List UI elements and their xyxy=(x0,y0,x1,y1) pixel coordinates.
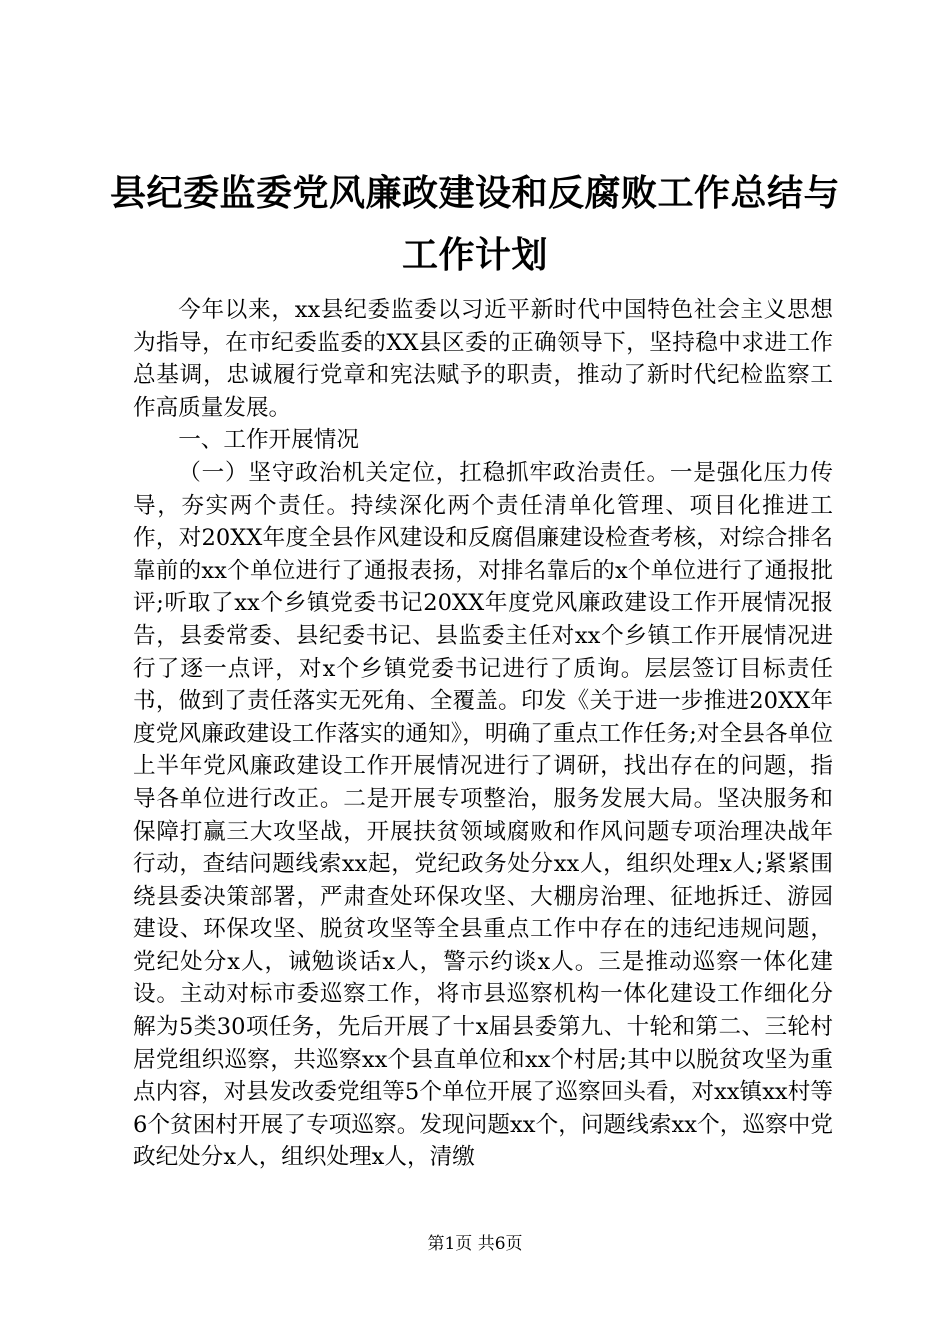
intro-paragraph: 今年以来，xx县纪委监委以习近平新时代中国特色社会主义思想为指导，在市纪委监委的XX县区委的正确领导下，坚持稳中求进工作总基调，忠诚履行党章和宪法赋予的职责，推动了新时代纪检监察工作高质量发展。 xyxy=(133,297,833,421)
document-body xyxy=(133,294,833,1174)
document-title: 县纪委监委党风廉政建设和反腐败工作总结与工作计划 xyxy=(110,172,841,276)
page-number-footer: 第1页 共6页 xyxy=(427,1234,523,1254)
body-paragraph: （一）坚守政治机关定位，扛稳抓牢政治责任。一是强化压力传导，夯实两个责任。持续深化两个责任清单化管理、项目化推进工作，对20XX年度全县作风建设和反腐倡廉建设检查考核，对综合排名靠前的xx个单位进行了通报表扬，对排名靠后的x个单位进行了通报批评;听取了xx个乡镇党委书记20XX年度党风廉政建设工作开展情况报告，县委常委、县纪委书记、县监委主任对xx个乡镇工作开展情况进行了逐一点评，对x个乡镇党委书记进行了质询。层层签订目标责任书，做到了责任落实无死角、全覆盖。印发《关于进一步推进20XX年度党风廉政建设工作落实的通知》，明确了重点工作任务;对全县各单位上半年党风廉政建设工作开展情况进行了调研，找出存在的问题，指导各单位进行改正。二是开展专项整治，服务发展大局。坚决服务和保障打赢三大攻坚战，开展扶贫领域腐败和作风问题专项治理决战年行动，查结问题线索xx起，党纪政务处分xx人，组织处理x人;紧紧围绕县委决策部署，严肃查处环保攻坚、大棚房治理、征地拆迁、游园建设、环保攻坚、脱贫攻坚等全县重点工作中存在的违纪违规问题，党纪处分x人，诫勉谈话x人，警示约谈x人。三是推动巡察一体化建设。主动对标市委巡察工作，将市县巡察机构一体化建设工作细化分解为5类30项任务，先后开展了十x届县委第九、十轮和第二、三轮村居党组织巡察，共巡察xx个县直单位和xx个村居;其中以脱贫攻坚为重点内容，对县发改委党组等5个单位开展了巡察回头看，对xx镇xx村等6个贫困村开展了专项巡察。发现问题xx个，问题线索xx个，巡察中党政纪处分x人，组织处理x人，清缴 xyxy=(133,459,833,1171)
section-heading: 一、工作开展情况 xyxy=(178,427,359,454)
